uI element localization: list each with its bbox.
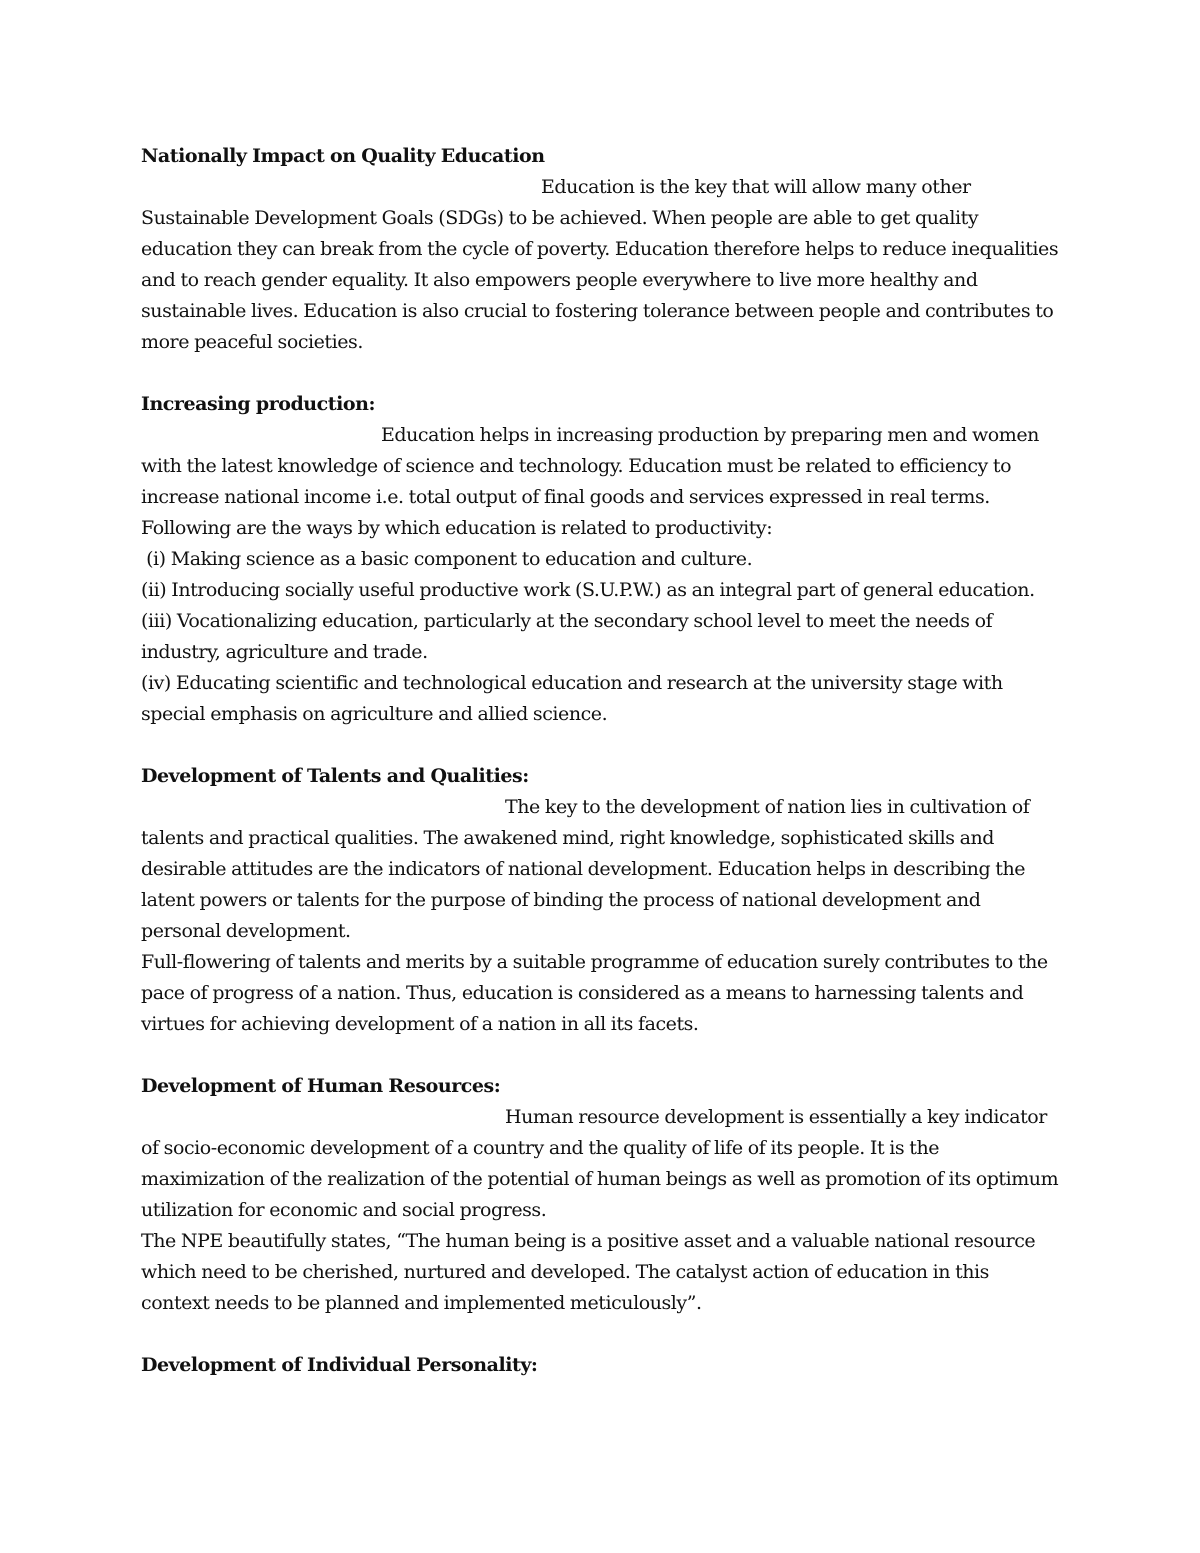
section-heading-human-resources: Development of Human Resources: <box>141 1075 501 1097</box>
spacer <box>141 1319 1061 1350</box>
paragraph-talents: The key to the development of nation lies in cultivation of talents and practical qualities. The awakened mind, right knowledge, sophisticated skills and desirable attitudes are the indicators of national development. Education helps in describing the latent powers or talents for the purpose of binding the process of national development and personal development. <box>141 796 1030 942</box>
section-heading-individual-personality: Development of Individual Personality: <box>141 1354 538 1376</box>
section-heading-increasing-production: Increasing production: <box>141 393 376 415</box>
paragraph-quality-education: Education is the key that will allow many other Sustainable Development Goals (SDGs) to be achieved. When people are able to get quality education they can break from the cycle of poverty. Education therefore helps to reduce inequalities and to reach gender equality. It also empowers people everywhere to live more healthy and sustainable lives. Education is also crucial to fostering tolerance between people and contributes to more peaceful societies. <box>141 176 1059 353</box>
paragraph-npe-quote: The NPE beautifully states, “The human being is a positive asset and a valuable national resource which need to be cherished, nurtured and developed. The catalyst action of education in this context needs to be planned and implemented meticulously”. <box>141 1230 1036 1314</box>
list-item: (iv) Educating scientific and technological education and research at the university stage with special emphasis on agriculture and allied science. <box>141 672 1003 725</box>
list-item: (ii) Introducing socially useful productive work (S.U.P.W.) as an integral part of general education. <box>141 579 1035 601</box>
section-heading-talents: Development of Talents and Qualities: <box>141 765 529 787</box>
spacer <box>141 1040 1061 1071</box>
paragraph-human-resources: Human resource development is essentially a key indicator of socio-economic development of a country and the quality of life of its people. It is the maximization of the realization of the potential of human beings as well as promotion of its optimum utilization for economic and social progress. <box>141 1106 1059 1221</box>
list-item: (iii) Vocationalizing education, particularly at the secondary school level to meet the needs of industry, agriculture and trade. <box>141 610 993 663</box>
spacer <box>141 730 1061 761</box>
section-heading-quality-education: Nationally Impact on Quality Education <box>141 145 545 167</box>
spacer <box>141 358 1061 389</box>
paragraph-increasing-production: Education helps in increasing production by preparing men and women with the latest knowledge of science and technology. Education must be related to efficiency to increase national income i.e. total output of final goods and services expressed in real terms. <box>141 424 1039 508</box>
list-item: (i) Making science as a basic component to education and culture. <box>141 548 753 570</box>
paragraph-talents-flowering: Full-flowering of talents and merits by a suitable programme of education surely contributes to the pace of progress of a nation. Thus, education is considered as a means to harnessing talents and virtues for achieving development of a nation in all its facets. <box>141 951 1048 1035</box>
document-page <box>141 141 1061 1381</box>
paragraph-productivity-intro: Following are the ways by which education is related to productivity: <box>141 517 773 539</box>
